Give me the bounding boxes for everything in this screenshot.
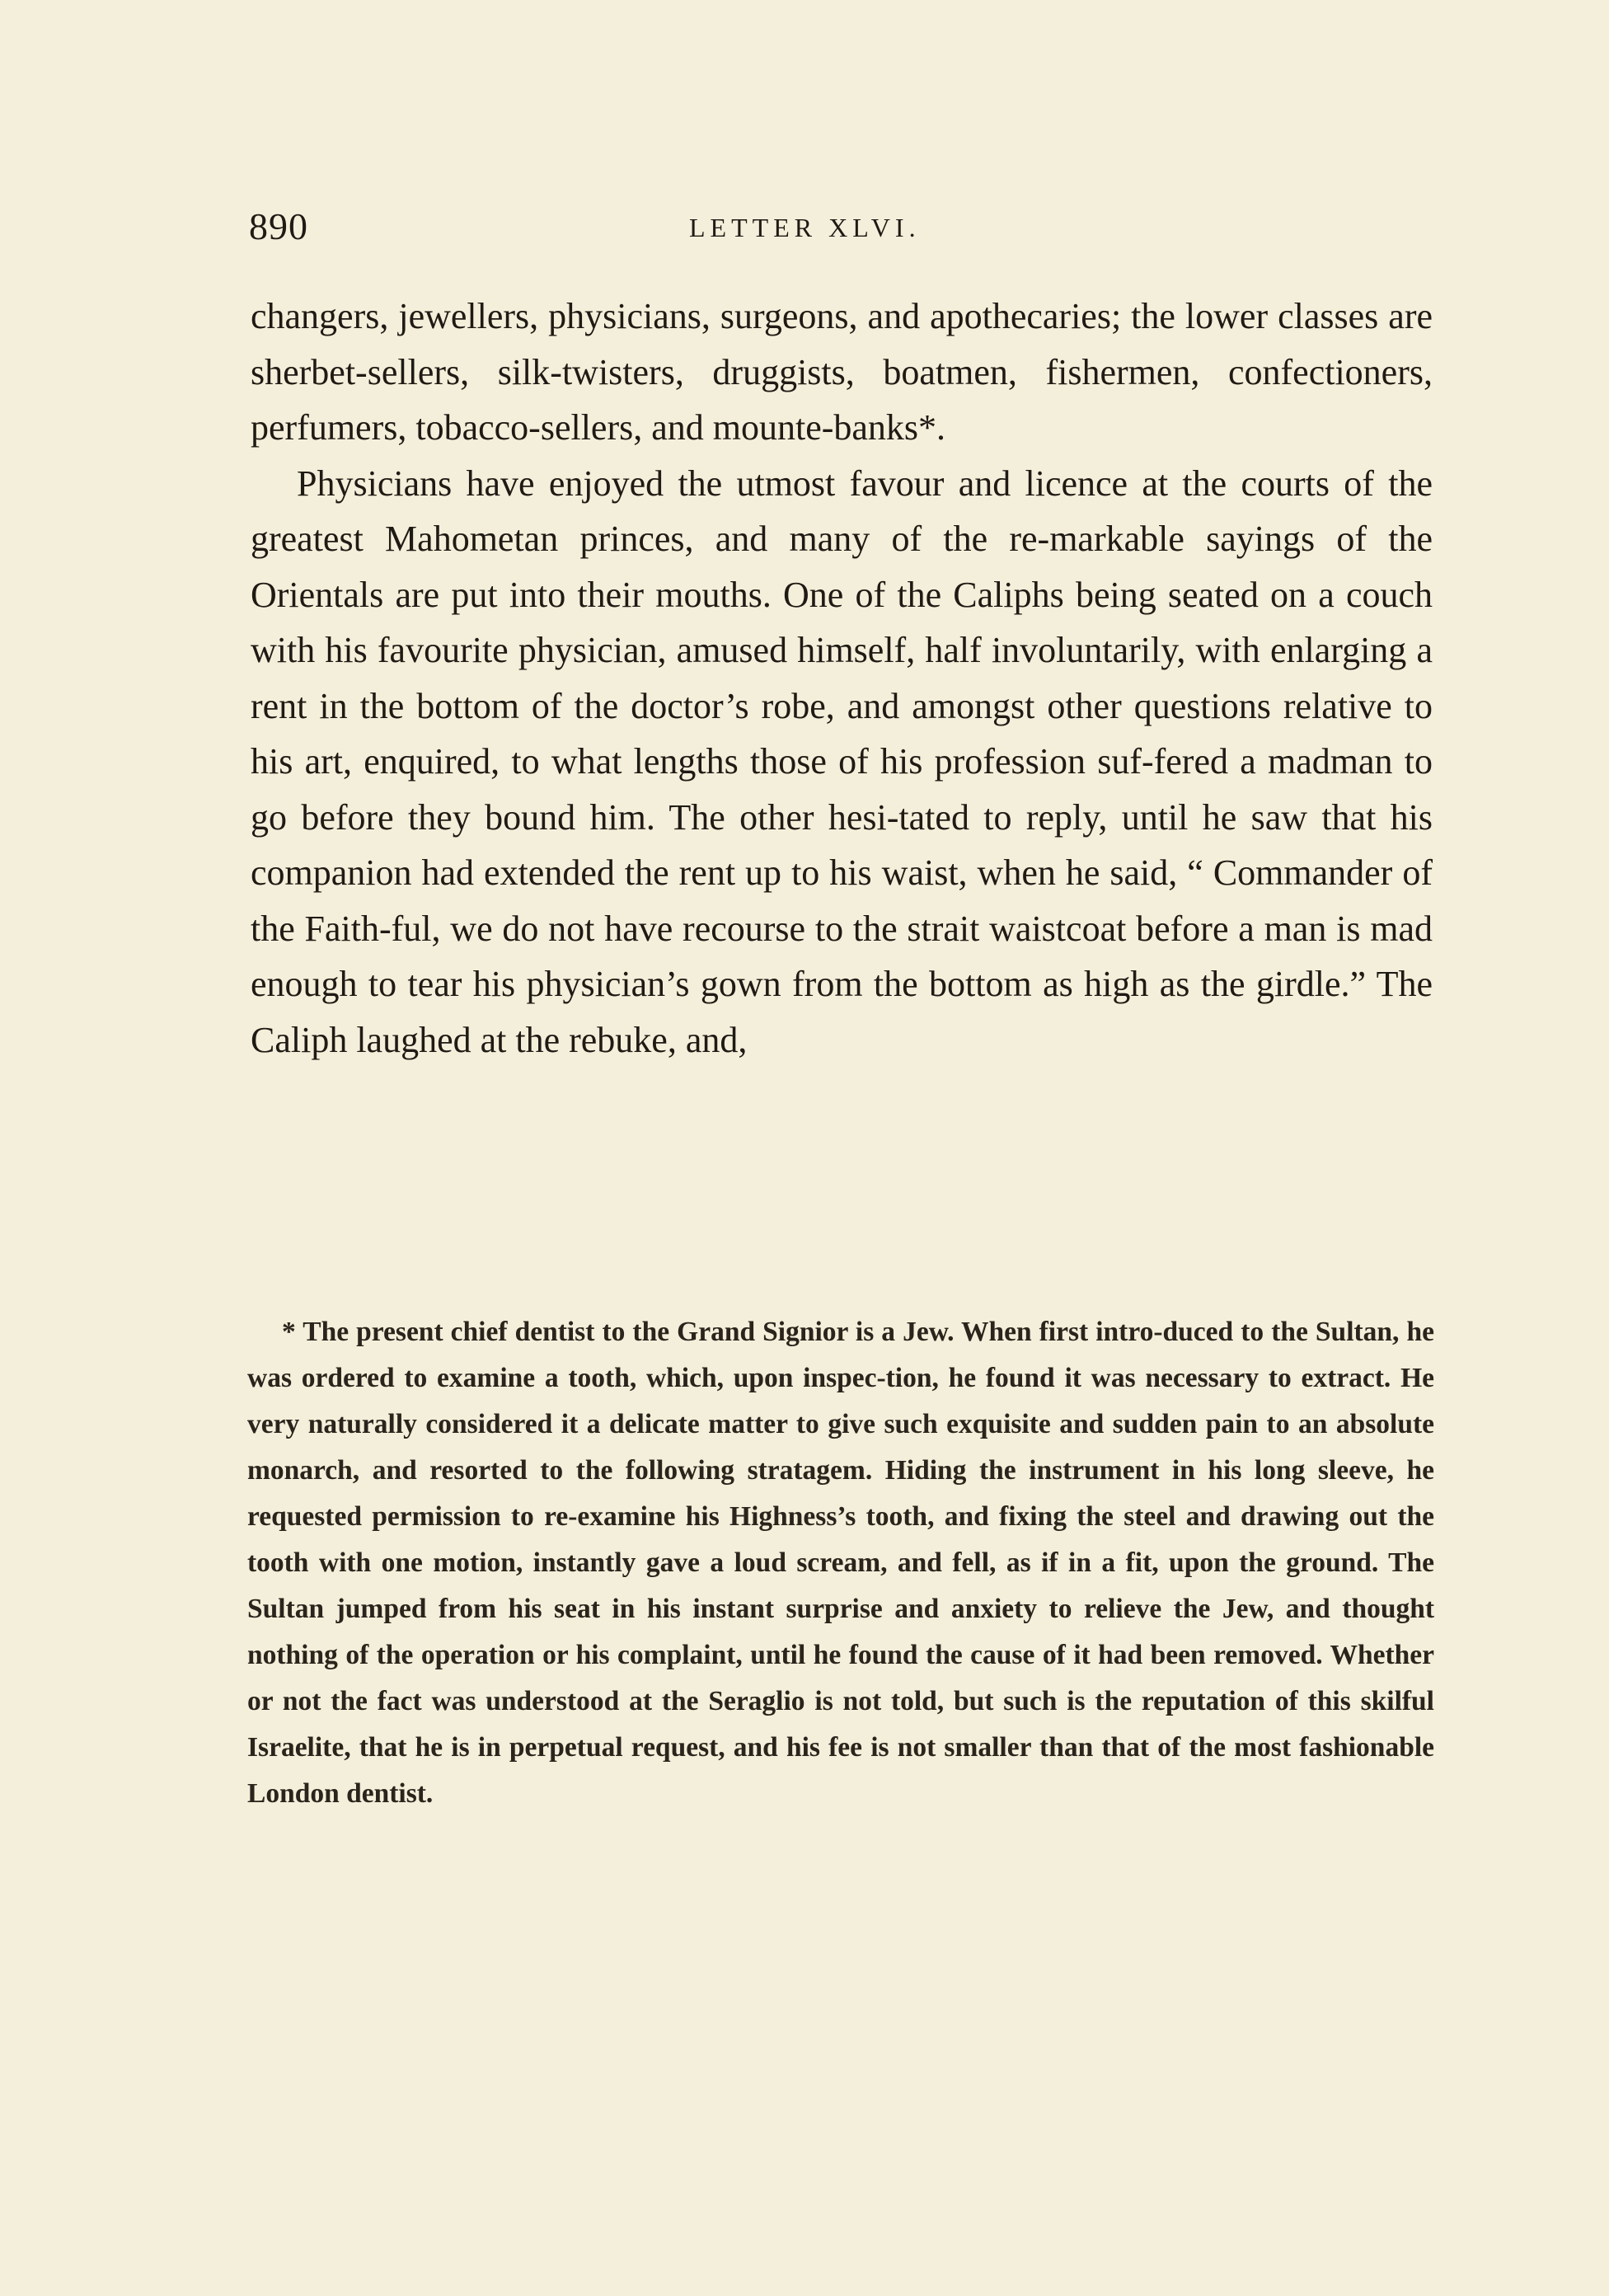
paragraph-physicians: Physicians have enjoyed the utmost favour and licence at the courts of the greatest Mahometan princes, and many of the re-markable sayings of the Orientals are put into their mouths. One of the Caliphs being seated on a couch with his favourite physician, amused himself, half involuntarily, with enlarging a rent in the bottom of the doctor’s robe, and amongst other questions relative to his art, enquired, to what lengths those of his profession suf-fered a madman to go before they bound him. The other hesi-tated to reply, until he saw that his companion had extended the rent up to his waist, when he said, “ Commander of the Faith-ful, we do not have recourse to the strait waistcoat before a man is mad enough to tear his physician’s gown from the bottom as high as the girdle.” The Caliph laughed at the rebuke, and, bbox=[251, 462, 1433, 1060]
running-title: LETTER XLVI. bbox=[689, 213, 921, 242]
paragraph-continued: changers, jewellers, physicians, surgeons, and apothecaries; the lower classes are sherbet-sellers, silk-twisters, druggists, boatmen, fishermen, confectioners, perfumers, tobacco-sellers, and mounte-banks*. bbox=[251, 296, 1433, 448]
main-text bbox=[251, 289, 1433, 1068]
footnote bbox=[247, 1309, 1434, 1817]
footnote-text: * The present chief dentist to the Grand Signior is a Jew. When first intro-duced to the Sultan, he was ordered to examine a tooth, which, upon inspec-tion, he found it was necessary to extract. He very naturally considered it a delicate matter to give such exquisite and sudden pain to an absolute monarch, and resorted to the following stratagem. Hiding the instrument in his long sleeve, he requested permission to re-examine his Highness’s tooth, and fixing the steel and drawing out the tooth with one motion, instantly gave a loud scream, and fell, as if in a fit, upon the ground. The Sultan jumped from his seat in his instant surprise and anxiety to relieve the Jew, and thought nothing of the operation or his complaint, until he found the cause of it had been removed. Whether or not the fact was understood at the Seraglio is not told, but such is the reputation of this skilful Israelite, that he is in perpetual request, and his fee is not smaller than that of the most fashionable London dentist. bbox=[247, 1317, 1434, 1809]
page-number: 890 bbox=[249, 205, 308, 247]
running-head bbox=[249, 204, 1433, 254]
